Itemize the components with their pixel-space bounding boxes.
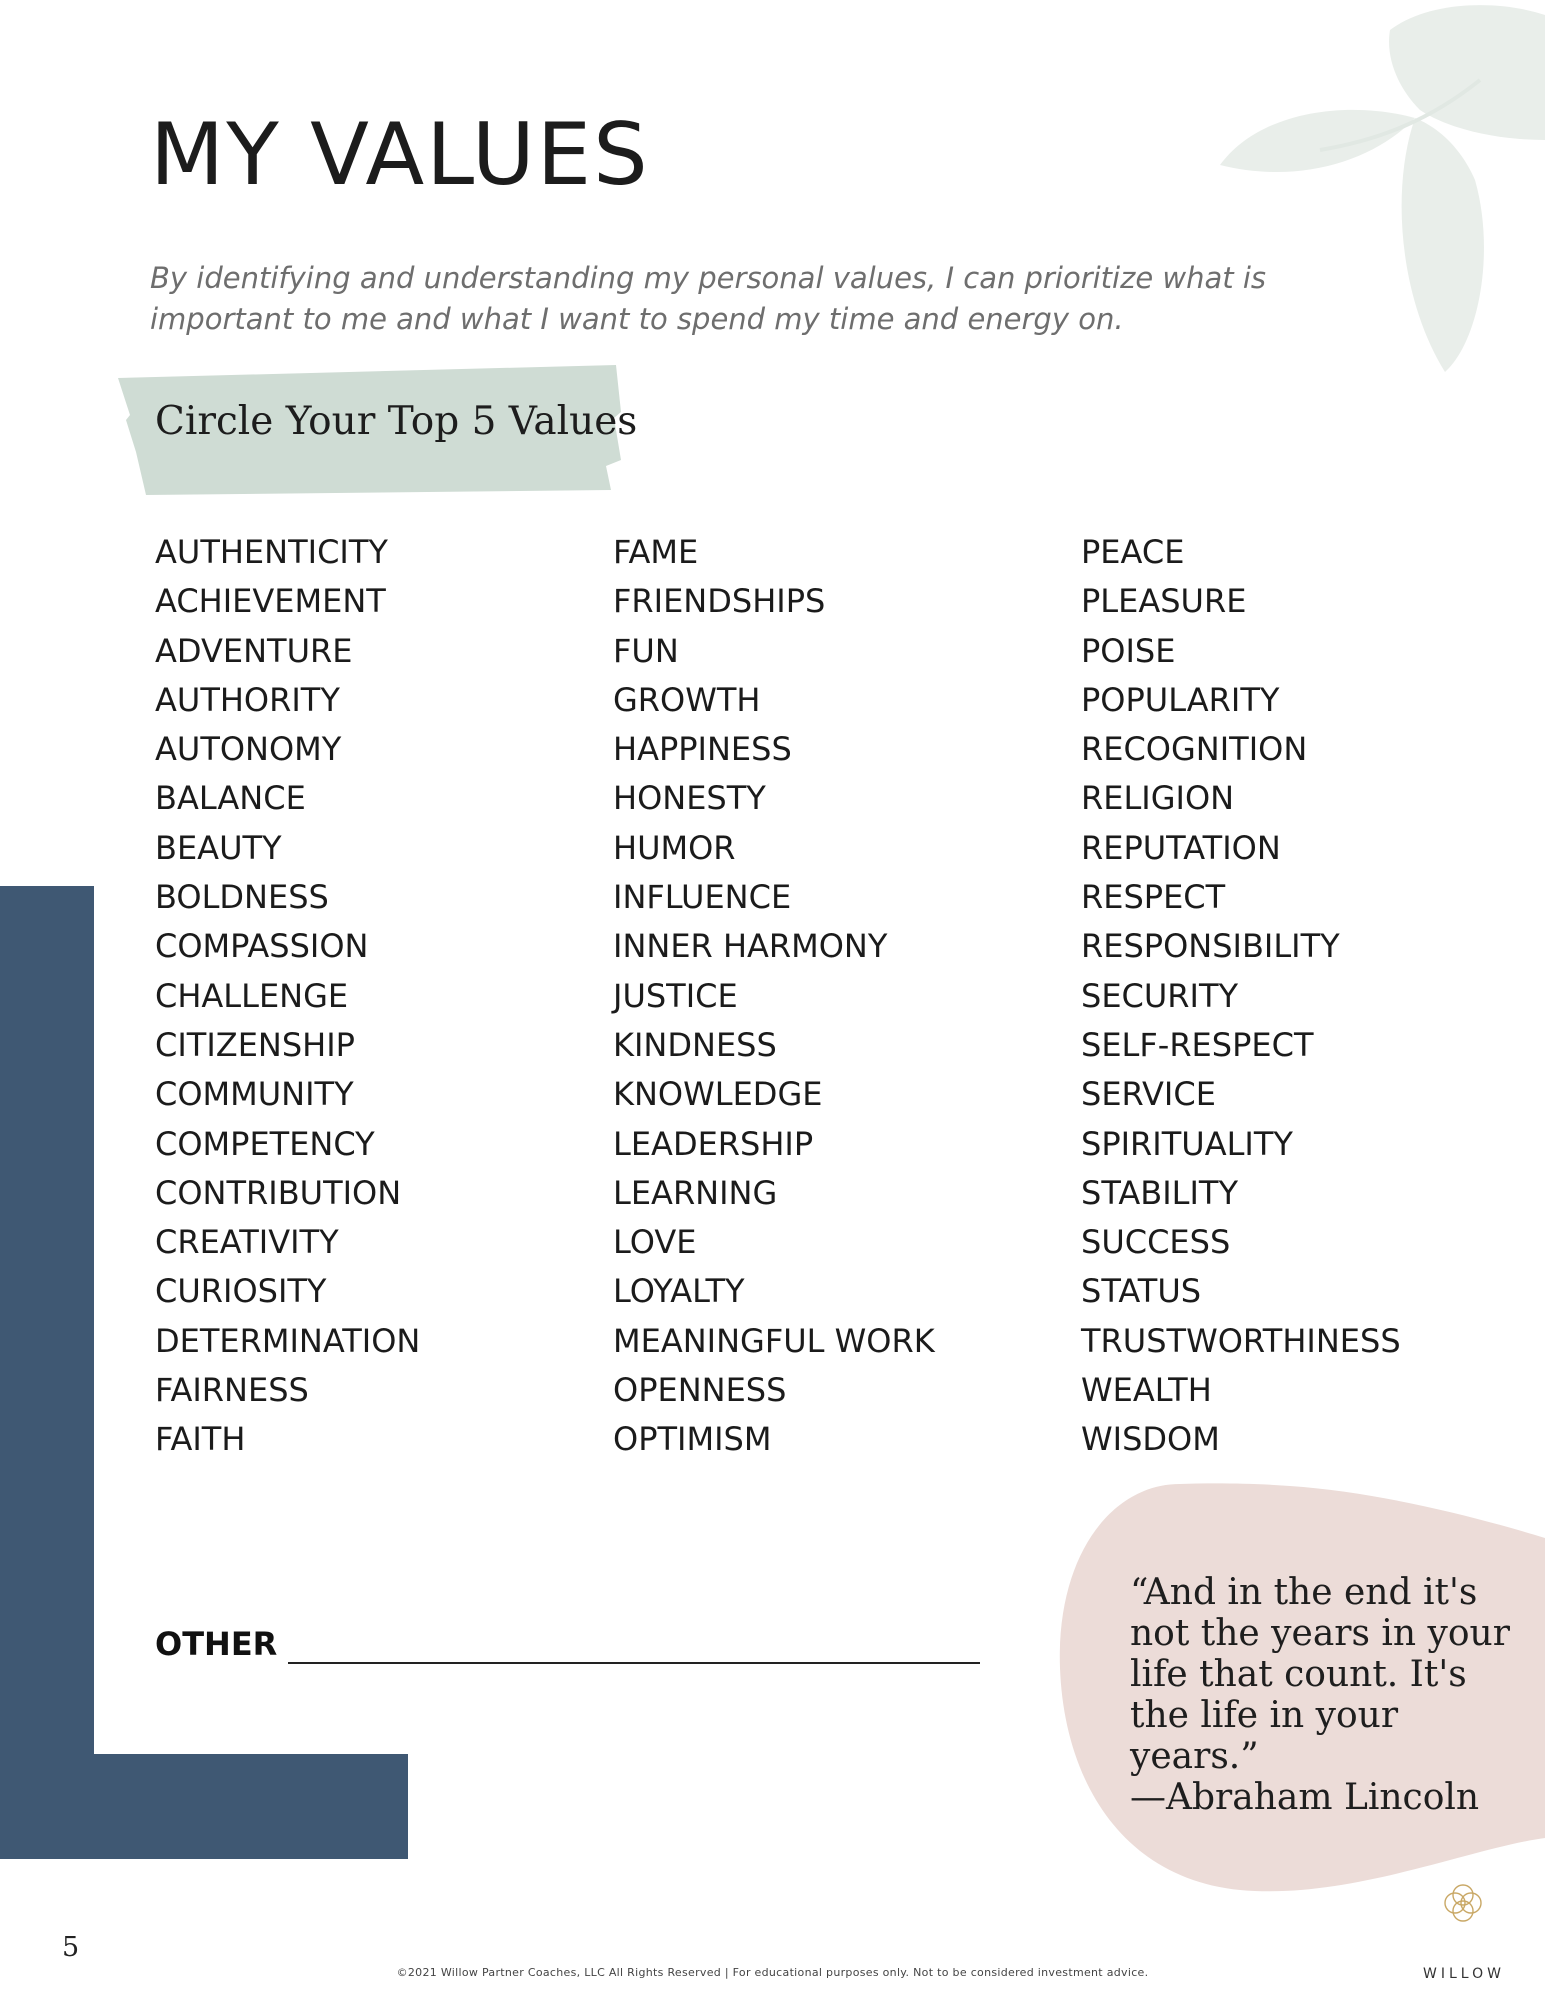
value-item[interactable]: POISE bbox=[1081, 631, 1176, 670]
value-item[interactable]: OPTIMISM bbox=[613, 1420, 772, 1459]
value-item[interactable]: LOYALTY bbox=[613, 1272, 745, 1311]
other-write-in-line[interactable] bbox=[288, 1662, 980, 1664]
value-item[interactable]: PEACE bbox=[1081, 533, 1185, 571]
value-item[interactable]: STATUS bbox=[1081, 1272, 1202, 1311]
value-item[interactable]: LOVE bbox=[613, 1223, 697, 1262]
value-item[interactable]: GROWTH bbox=[613, 680, 761, 719]
value-item[interactable]: RELIGION bbox=[1081, 779, 1235, 818]
value-item[interactable]: SELF-RESPECT bbox=[1081, 1025, 1314, 1064]
value-item[interactable]: CHALLENGE bbox=[155, 976, 349, 1015]
value-item[interactable]: HONESTY bbox=[613, 779, 766, 818]
value-item[interactable]: RESPECT bbox=[1081, 878, 1226, 917]
value-item[interactable]: DETERMINATION bbox=[155, 1321, 421, 1360]
navy-bar-vertical bbox=[0, 886, 94, 1859]
value-item[interactable]: MEANINGFUL WORK bbox=[613, 1321, 935, 1360]
value-item[interactable]: SECURITY bbox=[1081, 976, 1239, 1015]
value-item[interactable]: BALANCE bbox=[155, 779, 306, 818]
value-item[interactable]: WEALTH bbox=[1081, 1371, 1212, 1410]
value-item[interactable]: COMPASSION bbox=[155, 927, 369, 966]
page-number: 5 bbox=[62, 1932, 80, 1963]
intro-text: By identifying and understanding my personal values, I can prioritize what is important to me and what I want to spend my time and energy on. bbox=[150, 261, 1267, 336]
value-item[interactable]: HUMOR bbox=[613, 828, 736, 867]
value-item[interactable]: RECOGNITION bbox=[1081, 730, 1308, 769]
value-item[interactable]: JUSTICE bbox=[613, 976, 738, 1015]
value-item[interactable]: INNER HARMONY bbox=[613, 927, 888, 966]
value-item[interactable]: COMMUNITY bbox=[155, 1075, 354, 1114]
value-item[interactable]: AUTHENTICITY bbox=[155, 533, 388, 571]
value-item[interactable]: BEAUTY bbox=[155, 828, 282, 867]
value-item[interactable]: KNOWLEDGE bbox=[613, 1075, 823, 1114]
value-item[interactable]: BOLDNESS bbox=[155, 878, 329, 917]
value-item[interactable]: COMPETENCY bbox=[155, 1124, 375, 1163]
value-item[interactable]: FAIRNESS bbox=[155, 1371, 309, 1410]
values-column-1 bbox=[155, 528, 420, 1465]
values-column-2 bbox=[613, 528, 935, 1465]
leaf-decoration bbox=[1200, 0, 1545, 400]
value-item[interactable]: FRIENDSHIPS bbox=[613, 582, 826, 621]
value-item[interactable]: WISDOM bbox=[1081, 1420, 1220, 1459]
other-label: OTHER bbox=[155, 1625, 278, 1663]
value-item[interactable]: CITIZENSHIP bbox=[155, 1025, 355, 1064]
value-item[interactable]: POPULARITY bbox=[1081, 680, 1280, 719]
value-item[interactable]: ACHIEVEMENT bbox=[155, 582, 386, 621]
value-item[interactable]: INFLUENCE bbox=[613, 878, 792, 917]
value-item[interactable]: CONTRIBUTION bbox=[155, 1173, 402, 1212]
navy-bar-horizontal bbox=[0, 1754, 408, 1859]
value-item[interactable]: FUN bbox=[613, 631, 679, 670]
value-item[interactable]: PLEASURE bbox=[1081, 582, 1247, 621]
value-item[interactable]: AUTONOMY bbox=[155, 730, 342, 769]
quote-author: —Abraham Lincoln bbox=[1130, 1777, 1480, 1818]
value-item[interactable]: LEARNING bbox=[613, 1173, 778, 1212]
value-item[interactable]: HAPPINESS bbox=[613, 730, 792, 769]
value-item[interactable]: RESPONSIBILITY bbox=[1081, 927, 1340, 966]
value-item[interactable]: SERVICE bbox=[1081, 1075, 1216, 1114]
value-item[interactable]: CURIOSITY bbox=[155, 1272, 327, 1311]
willow-logo-icon bbox=[1440, 1880, 1486, 1926]
page-title: MY VALUES bbox=[150, 105, 650, 205]
value-item[interactable]: TRUSTWORTHINESS bbox=[1081, 1321, 1401, 1360]
value-item[interactable]: SPIRITUALITY bbox=[1081, 1124, 1293, 1163]
value-item[interactable]: KINDNESS bbox=[613, 1025, 777, 1064]
logo-wordmark: WILLOW bbox=[1423, 1966, 1505, 1982]
value-item[interactable]: CREATIVITY bbox=[155, 1223, 339, 1262]
values-column-3 bbox=[1081, 528, 1401, 1465]
value-item[interactable]: FAITH bbox=[155, 1420, 246, 1459]
value-item[interactable]: LEADERSHIP bbox=[613, 1124, 814, 1163]
value-item[interactable]: ADVENTURE bbox=[155, 631, 353, 670]
quote-text: “And in the end it's not the years in your life that count. It's the life in your years.” bbox=[1130, 1572, 1510, 1777]
value-item[interactable]: OPENNESS bbox=[613, 1371, 787, 1410]
value-item[interactable]: REPUTATION bbox=[1081, 828, 1281, 867]
section-heading: Circle Your Top 5 Values bbox=[155, 399, 638, 444]
copyright-notice: ©2021 Willow Partner Coaches, LLC All Rights Reserved | For educational purposes only. Not to be considered investment advice. bbox=[396, 1966, 1149, 1979]
value-item[interactable]: SUCCESS bbox=[1081, 1223, 1231, 1262]
value-item[interactable]: AUTHORITY bbox=[155, 680, 340, 719]
value-item[interactable]: FAME bbox=[613, 533, 699, 571]
value-item[interactable]: STABILITY bbox=[1081, 1173, 1239, 1212]
